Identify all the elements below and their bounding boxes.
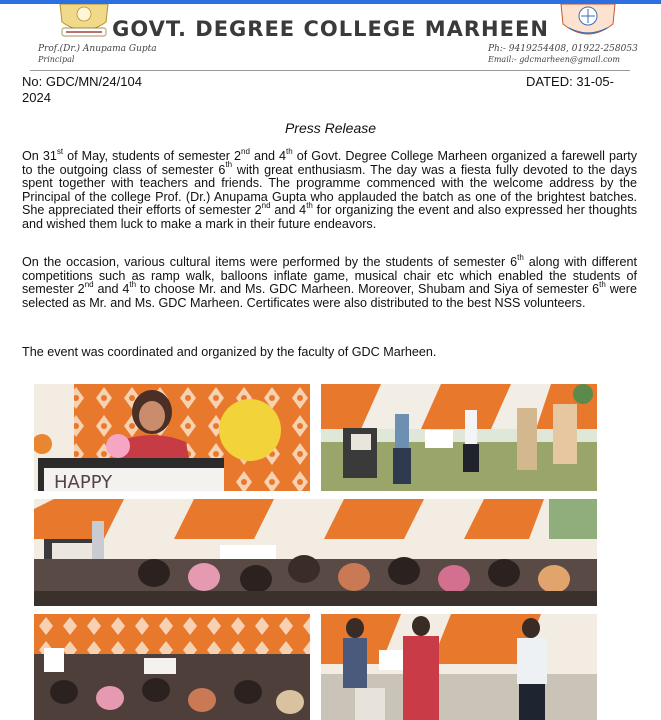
- p1-sup-6: th: [306, 200, 313, 210]
- photo-principal-address: [34, 384, 310, 491]
- reference-year: 2024: [22, 90, 51, 105]
- principal-name: Prof.(Dr.) Anupama Gupta: [38, 44, 157, 54]
- contact-email: Email:- gdcmarheen@gmail.com: [488, 55, 620, 64]
- p2-text-3: and 4: [93, 282, 130, 296]
- p2-sup-2: nd: [84, 279, 94, 289]
- body-paragraph-3: The event was coordinated and organized by the faculty of GDC Marheen.: [22, 345, 437, 359]
- p2-text-2: along with different competitions such as ramp walk, balloons inflate game, musical chair etc which enabled the students of semester 2: [22, 255, 638, 296]
- p1-text-7: for organizing the event and also expressed her thoughts and wished them luck to make a mark in their future endeavors.: [22, 203, 637, 231]
- photo-certificate-distribution: [321, 614, 597, 720]
- p2-text-5: were selected as Mr. and Ms. GDC Marheen. Certificates were also distributed to the best NSS volunteers.: [22, 282, 638, 310]
- body-paragraph-1: [22, 146, 638, 231]
- reference-number: No: GDC/MN/24/104: [22, 74, 142, 89]
- p1-sup-2: nd: [241, 146, 250, 156]
- p1-text-3: and 4: [249, 149, 287, 163]
- contact-phone: Ph:- 9419254408, 01922-258053: [488, 44, 638, 54]
- p1-sup-5: nd: [261, 200, 271, 210]
- p1-sup-4: th: [225, 160, 233, 170]
- body-paragraph-2: [22, 252, 638, 310]
- p1-sup-1: st: [56, 146, 64, 156]
- photo-seated-students: [34, 614, 310, 720]
- letterhead-divider: [30, 70, 630, 71]
- photo-audience: [34, 499, 597, 606]
- p1-text-5: with great enthusiasm. The day was a fiesta fully devoted to the days spent together with teachers and friends. The programme commenced with the welcome address by the Principal of the college Prof. (Dr.) Anupama Gupta who applauded the batch as one of the brightest batches. She appreciated their efforts of semester 2: [22, 162, 637, 217]
- p1-text-6: and 4: [270, 203, 307, 217]
- reference-date: DATED: 31-05-: [526, 74, 614, 89]
- p2-text-4: to choose Mr. and Ms. GDC Marheen. Moreover, Shubam and Siya of semester 6: [136, 282, 600, 296]
- principal-title: Principal: [38, 55, 75, 64]
- p1-text-2: of May, students of semester 2: [63, 149, 242, 163]
- banner-text: HAPPY: [54, 472, 113, 491]
- p1-text-4: of Govt. Degree College Marheen organized a farewell party to the outgoing class of semester 6: [22, 149, 638, 177]
- p1-text-1: On 31: [22, 149, 57, 163]
- college-name: GOVT. DEGREE COLLEGE MARHEEN: [112, 17, 549, 41]
- p2-text-1: On the occasion, various cultural items were performed by the students of semester 6: [22, 255, 518, 269]
- letterhead: [0, 4, 661, 70]
- p2-sup-4: th: [599, 279, 606, 289]
- university-emblem-right: [555, 4, 621, 42]
- p1-sup-3: th: [286, 146, 293, 156]
- p2-sup-3: th: [129, 279, 137, 289]
- p2-sup-1: th: [517, 252, 524, 262]
- document-heading: Press Release: [284, 120, 377, 136]
- photo-ramp-walk: [321, 384, 597, 491]
